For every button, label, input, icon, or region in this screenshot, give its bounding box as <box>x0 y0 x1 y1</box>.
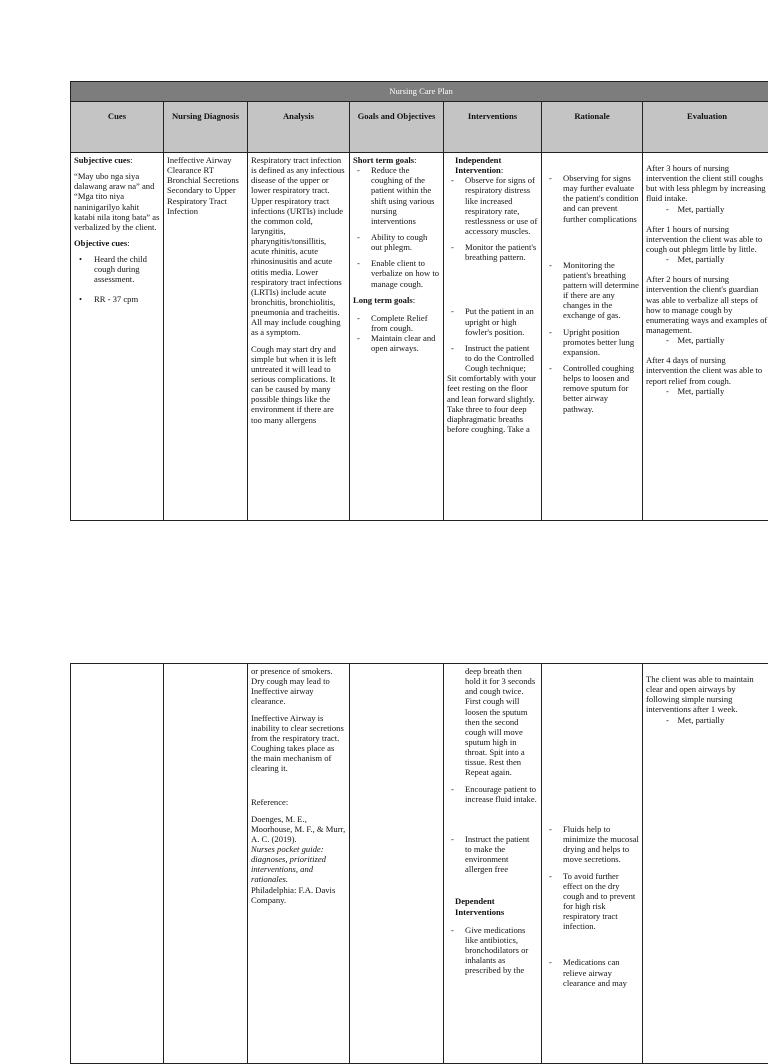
evaluation-text: The client was able to maintain clear and open airways by following simple nursing interventions after 1 week. <box>646 674 768 715</box>
diagnosis-cell <box>164 153 248 521</box>
list-item: - Ability to cough out phlegm. <box>353 232 440 252</box>
evaluation-status: - Met, partially <box>646 715 768 725</box>
objective-cues-heading: Objective cues <box>74 238 127 248</box>
long-term-goals-heading: Long term goals <box>353 295 413 305</box>
table-title: Nursing Care Plan <box>71 82 768 102</box>
list-item: - Instruct the patient to do the Controlled Cough technique; <box>447 343 538 373</box>
list-item: • Heard the child cough during assessment. <box>74 254 160 284</box>
evaluation-cell <box>643 153 768 521</box>
list-item: - Give medications like antibiotics, bronchodilators or inhalants as prescribed by the <box>447 925 538 976</box>
header-cues: Cues <box>71 102 164 153</box>
list-item: - Maintain clear and open airways. <box>353 333 440 353</box>
list-item: • RR - 37 cpm <box>74 294 160 304</box>
subjective-cues-text: “May ubo nga siya dalawang araw na” and “Mga tito niya naninigarilyo kahit katabi nila itong bata” as verbalized by the client. <box>74 171 160 232</box>
list-item: - Put the patient in an upright or high fowler's position. <box>447 306 538 336</box>
rationale-list <box>545 173 639 414</box>
evaluation-status: - Met, partially <box>646 386 768 396</box>
list-item: - Observing for signs may further evaluate the patient's condition and can prevent further complications <box>545 173 639 224</box>
reference-title: Nurses pocket guide: diagnoses, prioritized interventions, and rationales. <box>251 844 326 884</box>
evaluation-status: - Met, partially <box>646 335 768 345</box>
nursing-care-plan-table <box>70 81 768 521</box>
list-item: - Fluids help to minimize the mucosal drying and helps to move secretions. <box>545 824 639 865</box>
dependent-interventions-list <box>447 925 538 976</box>
list-item: - Upright position promotes better lung expansion. <box>545 327 639 357</box>
list-item: - To avoid further effect on the dry cough and to prevent for high risk respiratory tract infection. <box>545 871 639 932</box>
list-item: - Encourage patient to increase fluid intake. <box>447 784 538 804</box>
evaluation-text: After 1 hours of nursing intervention the client was able to cough out phlegm little by little. <box>646 224 768 254</box>
analysis-paragraph: Cough may start dry and simple but when it is left untreated it will lead to serious complications. It can be caused by many possible things like the environment if there are too many allergens <box>251 344 346 425</box>
rationale-cell-continued <box>542 664 643 1064</box>
list-item: - Medications can relieve airway clearance and may <box>545 957 639 987</box>
controlled-cough-steps-continued: deep breath then hold it for 3 seconds and cough twice. First cough will loosen the sputum then the second cough will move sputum high in throat. Spit into a tissue. Rest then Repeat again. <box>447 666 538 778</box>
analysis-paragraph: or presence of smokers. Dry cough may lead to Ineffective airway clearance. <box>251 666 346 707</box>
analysis-paragraph: Respiratory tract infection is defined as any infectious disease of the upper or lower respiratory tract. Upper respiratory tract infections (URTIs) include the common cold, laryngitis, pharyngitis/tonsillitis, acute rhinitis, acute rhinosinusitis and acute otitis media. Lower respiratory tract infections (LRTIs) include acute bronchitis, bronchiolitis, pneumonia and tracheitis. All may include coughing as a symptom. <box>251 155 346 338</box>
goals-cell-continued <box>350 664 444 1064</box>
evaluation-cell-continued <box>643 664 768 1064</box>
reference-label: Reference: <box>251 797 346 807</box>
objective-cues-list <box>74 254 160 304</box>
evaluation-text: After 3 hours of nursing intervention the client still coughs but with less phlegm by increasing fluid intake. <box>646 163 768 204</box>
cues-cell: Subjective cues: “May ubo nga siya dalawang araw na” and “Mga tito niya naninigarilyo kahit katabi nila itong bata” as verbalized by the client. Objective cues: • Heard the child cough during assessment. • RR - 37 cpm <box>71 153 164 521</box>
dependent-interventions-heading: Dependent Interventions <box>455 896 504 916</box>
header-goals: Goals and Objectives <box>350 102 444 153</box>
long-term-goals-list <box>353 313 440 354</box>
controlled-cough-steps: Sit comfortably with your feet resting on the floor and lean forward slightly. Take three to four deep diaphragmatic breaths before coughing. Take a <box>447 373 538 434</box>
analysis-cell <box>248 153 350 521</box>
interventions-cell-continued <box>444 664 542 1064</box>
subjective-cues-heading: Subjective cues <box>74 155 130 165</box>
header-diagnosis: Nursing Diagnosis <box>164 102 248 153</box>
independent-intervention-heading: Independent Intervention <box>455 155 501 175</box>
analysis-cell-continued <box>248 664 350 1064</box>
evaluation-text: After 4 days of nursing intervention the client was able to report relief from cough. <box>646 355 768 385</box>
list-item: - Reduce the coughing of the patient within the shift using various nursing interventions <box>353 165 440 226</box>
goals-cell: Short term goals: - Reduce the coughing of the patient within the shift using various nursing interventions - Ability to cough out phlegm. - Enable client to verbalize on how to manage cough. Long term goals: - Complete Relief from cough. - Maintain clear and open airways. <box>350 153 444 521</box>
cues-cell-continued <box>71 664 164 1064</box>
list-item: - Controlled coughing helps to loosen and remove sputum for better airway pathway. <box>545 363 639 414</box>
rationale-cell <box>542 153 643 521</box>
list-item: - Instruct the patient to make the environment allergen free <box>447 834 538 875</box>
diagnosis-cell-continued <box>164 664 248 1064</box>
evaluation-status: - Met, partially <box>646 254 768 264</box>
list-item: - Observe for signs of respiratory distress like increased respiratory rate, restlessness or use of accessory muscles. <box>447 175 538 236</box>
evaluation-status: - Met, partially <box>646 204 768 214</box>
header-interventions: Interventions <box>444 102 542 153</box>
interventions-cell: Independent Intervention: - Observe for signs of respiratory distress like increased respiratory rate, restlessness or use of accessory muscles. - Monitor the patient's breathing pattern. - Put the patient in an upright or high fowler's position. - Instruct the patient to do the Controlled Cough technique; Sit comfortably with your feet resting on the floor and lean forward slightly. Take three to four deep diaphragmatic breaths before coughing. Take a <box>444 153 542 521</box>
diagnosis-text: Ineffective Airway Clearance RT Bronchial Secretions Secondary to Upper Respiratory Tract Infection <box>167 155 244 216</box>
independent-interventions-list <box>447 784 538 875</box>
short-term-goals-heading: Short term goals <box>353 155 414 165</box>
reference-authors: Doenges, M. E., Moorhouse, M. F., & Murr, A. C. (2019). <box>251 814 346 844</box>
short-term-goals-list <box>353 165 440 289</box>
independent-interventions-list <box>447 175 538 373</box>
list-item: - Monitor the patient's breathing pattern. <box>447 242 538 262</box>
list-item: - Enable client to verbalize on how to manage cough. <box>353 258 440 288</box>
header-rationale: Rationale <box>542 102 643 153</box>
nursing-care-plan-continuation-table <box>70 663 768 1064</box>
list-item: - Monitoring the patient's breathing pattern will determine if there are any changes in the exchange of gas. <box>545 260 639 321</box>
list-item: - Complete Relief from cough. <box>353 313 440 333</box>
header-evaluation: Evaluation <box>643 102 768 153</box>
evaluation-text: After 2 hours of nursing intervention the client's guardian was able to verbalize all steps of how to manage cough by enumerating ways and examples of management. <box>646 274 768 335</box>
header-analysis: Analysis <box>248 102 350 153</box>
analysis-paragraph: Ineffective Airway is inability to clear secretions from the respiratory tract. Coughing takes place as the main mechanism of clearing it. <box>251 713 346 774</box>
rationale-list <box>545 824 639 988</box>
reference-publisher: Philadelphia: F.A. Davis Company. <box>251 885 346 905</box>
